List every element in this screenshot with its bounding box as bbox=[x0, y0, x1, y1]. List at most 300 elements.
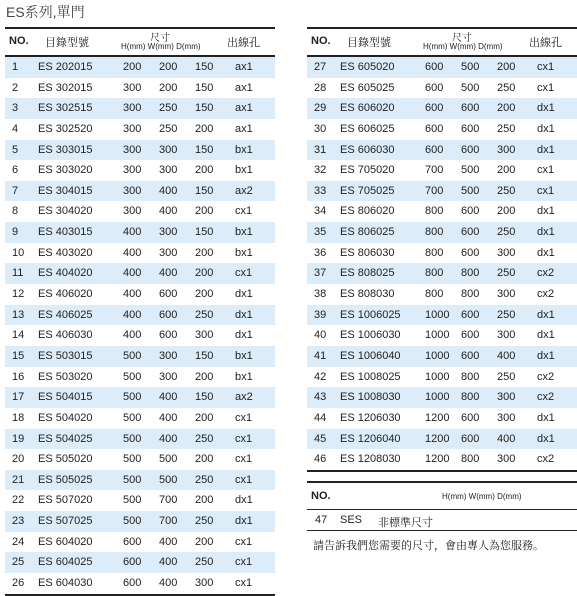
row-model: ES 507020 bbox=[38, 494, 93, 507]
row-model: ES 606020 bbox=[340, 102, 395, 115]
row-no: 25 bbox=[12, 556, 25, 569]
row-height: 600 bbox=[123, 577, 142, 590]
row-no: 12 bbox=[12, 288, 25, 301]
row-cable-hole: cx1 bbox=[235, 577, 253, 590]
row-model: ES 806030 bbox=[340, 246, 395, 259]
table-row bbox=[5, 243, 275, 264]
row-width: 600 bbox=[461, 226, 480, 239]
table-row bbox=[5, 160, 275, 181]
row-cable-hole: cx2 bbox=[537, 453, 555, 466]
row-depth: 250 bbox=[497, 226, 516, 239]
row-no: 46 bbox=[314, 453, 327, 466]
row-width: 200 bbox=[159, 81, 178, 94]
row-cable-hole: dx1 bbox=[537, 411, 555, 424]
row-depth: 200 bbox=[497, 164, 516, 177]
row-width: 500 bbox=[461, 184, 480, 197]
row-no: 8 bbox=[12, 205, 19, 218]
row-height: 500 bbox=[123, 515, 142, 528]
row-no: 9 bbox=[12, 226, 19, 239]
row-cable-hole: dx1 bbox=[537, 226, 555, 239]
row-height: 1000 bbox=[425, 329, 450, 342]
table-row bbox=[5, 284, 275, 305]
row-depth: 400 bbox=[497, 349, 516, 362]
row-cable-hole: dx1 bbox=[537, 349, 555, 362]
row-height: 500 bbox=[123, 473, 142, 486]
table-row bbox=[5, 573, 275, 594]
row-cable-hole: ax1 bbox=[235, 102, 253, 115]
row-depth: 200 bbox=[497, 61, 516, 73]
row-width: 600 bbox=[461, 411, 480, 424]
row-cable-hole: cx1 bbox=[235, 473, 253, 486]
row-height: 300 bbox=[123, 102, 142, 115]
row-no: 14 bbox=[12, 329, 25, 342]
row-cable-hole: cx1 bbox=[537, 61, 555, 73]
row-no: 17 bbox=[12, 391, 25, 404]
row-model: ES 403015 bbox=[38, 226, 93, 239]
row-width: 400 bbox=[159, 184, 178, 197]
row-cable-hole: cx2 bbox=[537, 267, 555, 280]
row-height: 600 bbox=[123, 556, 142, 569]
custom-size-box bbox=[307, 481, 577, 552]
row-height: 500 bbox=[123, 391, 142, 404]
table-row bbox=[5, 263, 275, 284]
row-width: 250 bbox=[159, 102, 178, 115]
table-row bbox=[5, 201, 275, 222]
table-row bbox=[307, 201, 577, 222]
header-size: 尺寸 bbox=[150, 33, 170, 44]
table-bottom-rule bbox=[307, 470, 577, 472]
row-no: 19 bbox=[12, 432, 25, 445]
row-cable-hole: bx1 bbox=[235, 246, 253, 259]
row-model: ES 303015 bbox=[38, 143, 93, 156]
row-depth: 300 bbox=[195, 577, 214, 590]
row-no: 24 bbox=[12, 535, 25, 548]
table-row bbox=[5, 449, 275, 470]
row-model: ES 406030 bbox=[38, 329, 93, 342]
row-model: ES 302015 bbox=[38, 81, 93, 94]
row-height: 700 bbox=[425, 164, 444, 177]
table-row bbox=[5, 429, 275, 450]
row-model: ES 406020 bbox=[38, 288, 93, 301]
table-row bbox=[307, 449, 577, 470]
row-depth: 150 bbox=[195, 349, 214, 362]
row-no: 37 bbox=[314, 267, 327, 280]
row-height: 800 bbox=[425, 226, 444, 239]
custom-header-no: NO. bbox=[311, 490, 331, 502]
right-product-table bbox=[307, 27, 577, 472]
row-height: 1200 bbox=[425, 432, 450, 445]
header-hole: 出線孔 bbox=[227, 37, 260, 49]
row-cable-hole: cx1 bbox=[537, 164, 555, 177]
table-row bbox=[5, 57, 275, 78]
row-depth: 250 bbox=[195, 432, 214, 445]
table-row bbox=[5, 511, 275, 532]
row-depth: 200 bbox=[497, 102, 516, 115]
row-no: 42 bbox=[314, 370, 327, 383]
row-cable-hole: dx1 bbox=[235, 308, 253, 321]
table-body bbox=[307, 57, 577, 470]
row-width: 400 bbox=[159, 535, 178, 548]
row-width: 600 bbox=[461, 246, 480, 259]
row-cable-hole: dx1 bbox=[235, 494, 253, 507]
row-model: ES 304015 bbox=[38, 184, 93, 197]
row-model: ES 1008030 bbox=[340, 391, 401, 404]
row-depth: 150 bbox=[195, 143, 214, 156]
row-no: 40 bbox=[314, 329, 327, 342]
row-width: 500 bbox=[159, 473, 178, 486]
row-model: ES 808030 bbox=[340, 288, 395, 301]
row-no: 27 bbox=[314, 61, 327, 73]
row-model: ES 504020 bbox=[38, 411, 93, 424]
row-no: 39 bbox=[314, 308, 327, 321]
row-height: 400 bbox=[123, 288, 142, 301]
row-cable-hole: cx2 bbox=[537, 370, 555, 383]
row-model: ES 606030 bbox=[340, 143, 395, 156]
row-width: 400 bbox=[159, 391, 178, 404]
row-width: 400 bbox=[159, 411, 178, 424]
row-height: 800 bbox=[425, 267, 444, 280]
row-width: 300 bbox=[159, 226, 178, 239]
row-cable-hole: cx1 bbox=[235, 205, 253, 218]
custom-row-model: SES bbox=[340, 514, 363, 526]
table-row bbox=[307, 181, 577, 202]
row-depth: 200 bbox=[195, 411, 214, 424]
row-width: 600 bbox=[461, 308, 480, 321]
row-no: 28 bbox=[314, 81, 327, 94]
row-width: 700 bbox=[159, 494, 178, 507]
header-model: 目錄型號 bbox=[45, 37, 89, 49]
row-height: 1200 bbox=[425, 411, 450, 424]
row-width: 400 bbox=[159, 432, 178, 445]
row-depth: 400 bbox=[497, 432, 516, 445]
row-height: 600 bbox=[425, 102, 444, 115]
left-product-table bbox=[5, 27, 275, 596]
row-height: 300 bbox=[123, 184, 142, 197]
row-cable-hole: dx1 bbox=[537, 308, 555, 321]
row-cable-hole: ax1 bbox=[235, 61, 253, 73]
row-cable-hole: bx1 bbox=[235, 226, 253, 239]
row-width: 500 bbox=[461, 164, 480, 177]
row-cable-hole: cx2 bbox=[537, 391, 555, 404]
row-depth: 250 bbox=[497, 267, 516, 280]
row-model: ES 808025 bbox=[340, 267, 395, 280]
row-model: ES 503015 bbox=[38, 349, 93, 362]
header-size-units: H(mm) W(mm) D(mm) bbox=[423, 42, 503, 51]
row-cable-hole: cx1 bbox=[235, 432, 253, 445]
row-no: 36 bbox=[314, 246, 327, 259]
row-model: ES 505020 bbox=[38, 453, 93, 466]
row-depth: 150 bbox=[195, 61, 214, 73]
row-no: 45 bbox=[314, 432, 327, 445]
row-height: 1000 bbox=[425, 349, 450, 362]
row-model: ES 1006040 bbox=[340, 349, 401, 362]
row-height: 300 bbox=[123, 143, 142, 156]
row-model: ES 504015 bbox=[38, 391, 93, 404]
row-height: 800 bbox=[425, 288, 444, 301]
row-cable-hole: dx1 bbox=[537, 122, 555, 135]
page-title: ES系列,單門 bbox=[6, 4, 85, 20]
row-cable-hole: dx1 bbox=[537, 432, 555, 445]
row-no: 38 bbox=[314, 288, 327, 301]
row-height: 500 bbox=[123, 370, 142, 383]
header-no: NO. bbox=[9, 35, 29, 47]
row-width: 600 bbox=[159, 288, 178, 301]
table-row bbox=[307, 78, 577, 99]
row-no: 13 bbox=[12, 308, 25, 321]
row-height: 400 bbox=[123, 267, 142, 280]
row-cable-hole: dx1 bbox=[537, 329, 555, 342]
row-width: 300 bbox=[159, 246, 178, 259]
table-row bbox=[307, 98, 577, 119]
row-no: 30 bbox=[314, 122, 327, 135]
row-cable-hole: dx1 bbox=[235, 288, 253, 301]
table-row bbox=[5, 119, 275, 140]
row-model: ES 605020 bbox=[340, 61, 395, 73]
table-row bbox=[5, 222, 275, 243]
row-height: 700 bbox=[425, 184, 444, 197]
table-row bbox=[5, 305, 275, 326]
row-depth: 250 bbox=[497, 184, 516, 197]
table-row bbox=[307, 119, 577, 140]
row-no: 44 bbox=[314, 411, 327, 424]
row-height: 200 bbox=[123, 61, 142, 73]
row-width: 500 bbox=[461, 81, 480, 94]
row-width: 400 bbox=[159, 205, 178, 218]
row-depth: 200 bbox=[195, 453, 214, 466]
row-cable-hole: ax1 bbox=[235, 81, 253, 94]
table-row bbox=[5, 367, 275, 388]
row-depth: 200 bbox=[195, 494, 214, 507]
row-height: 400 bbox=[123, 226, 142, 239]
row-no: 15 bbox=[12, 349, 25, 362]
row-height: 400 bbox=[123, 308, 142, 321]
row-model: ES 1208030 bbox=[340, 453, 401, 466]
table-row bbox=[307, 243, 577, 264]
row-model: ES 403020 bbox=[38, 246, 93, 259]
row-depth: 250 bbox=[497, 122, 516, 135]
row-depth: 250 bbox=[195, 308, 214, 321]
header-model: 目錄型號 bbox=[347, 37, 391, 49]
row-cable-hole: bx1 bbox=[235, 349, 253, 362]
row-no: 16 bbox=[12, 370, 25, 383]
table-row bbox=[5, 78, 275, 99]
row-width: 800 bbox=[461, 453, 480, 466]
row-height: 300 bbox=[123, 164, 142, 177]
table-row bbox=[307, 346, 577, 367]
row-height: 600 bbox=[425, 81, 444, 94]
row-depth: 200 bbox=[195, 267, 214, 280]
row-height: 500 bbox=[123, 432, 142, 445]
row-cable-hole: cx1 bbox=[537, 81, 555, 94]
table-row bbox=[5, 490, 275, 511]
row-model: ES 302515 bbox=[38, 102, 93, 115]
row-model: ES 505025 bbox=[38, 473, 93, 486]
row-depth: 300 bbox=[497, 246, 516, 259]
table-row bbox=[307, 387, 577, 408]
row-depth: 150 bbox=[195, 184, 214, 197]
row-no: 26 bbox=[12, 577, 25, 590]
table-row bbox=[307, 57, 577, 78]
row-no: 4 bbox=[12, 122, 19, 135]
row-no: 23 bbox=[12, 515, 25, 528]
row-height: 600 bbox=[425, 122, 444, 135]
row-no: 7 bbox=[12, 184, 19, 197]
row-height: 1000 bbox=[425, 391, 450, 404]
row-cable-hole: cx1 bbox=[235, 411, 253, 424]
row-model: ES 705025 bbox=[340, 184, 395, 197]
row-cable-hole: cx1 bbox=[235, 267, 253, 280]
row-width: 300 bbox=[159, 143, 178, 156]
custom-header-size-units: H(mm) W(mm) D(mm) bbox=[442, 492, 522, 501]
table-row bbox=[307, 429, 577, 450]
row-height: 300 bbox=[123, 122, 142, 135]
table-row bbox=[5, 181, 275, 202]
row-depth: 250 bbox=[497, 81, 516, 94]
row-depth: 200 bbox=[195, 205, 214, 218]
row-cable-hole: cx1 bbox=[537, 184, 555, 197]
row-height: 800 bbox=[425, 246, 444, 259]
row-no: 33 bbox=[314, 184, 327, 197]
row-model: ES 503020 bbox=[38, 370, 93, 383]
row-depth: 150 bbox=[195, 391, 214, 404]
row-height: 300 bbox=[123, 205, 142, 218]
row-cable-hole: dx1 bbox=[235, 329, 253, 342]
row-no: 41 bbox=[314, 349, 327, 362]
row-model: ES 605025 bbox=[340, 81, 395, 94]
table-row bbox=[307, 408, 577, 429]
row-no: 35 bbox=[314, 226, 327, 239]
row-width: 300 bbox=[159, 370, 178, 383]
table-row bbox=[5, 98, 275, 119]
row-cable-hole: ax1 bbox=[235, 122, 253, 135]
row-width: 800 bbox=[461, 267, 480, 280]
row-width: 300 bbox=[159, 349, 178, 362]
row-depth: 150 bbox=[195, 226, 214, 239]
row-depth: 300 bbox=[497, 453, 516, 466]
row-height: 400 bbox=[123, 329, 142, 342]
header-size-units: H(mm) W(mm) D(mm) bbox=[121, 42, 201, 51]
row-model: ES 1206040 bbox=[340, 432, 401, 445]
row-no: 10 bbox=[12, 246, 25, 259]
row-model: ES 504025 bbox=[38, 432, 93, 445]
row-model: ES 202015 bbox=[38, 61, 93, 73]
row-no: 29 bbox=[314, 102, 327, 115]
row-no: 32 bbox=[314, 164, 327, 177]
table-row bbox=[5, 532, 275, 553]
row-model: ES 806025 bbox=[340, 226, 395, 239]
row-model: ES 604030 bbox=[38, 577, 93, 590]
row-no: 43 bbox=[314, 391, 327, 404]
row-no: 11 bbox=[12, 267, 24, 280]
row-height: 500 bbox=[123, 453, 142, 466]
row-width: 700 bbox=[159, 515, 178, 528]
row-cable-hole: dx1 bbox=[537, 205, 555, 218]
row-depth: 200 bbox=[195, 535, 214, 548]
table-row bbox=[307, 263, 577, 284]
row-width: 800 bbox=[461, 288, 480, 301]
custom-row bbox=[307, 510, 577, 531]
table-bottom-rule bbox=[5, 594, 275, 596]
row-no: 6 bbox=[12, 164, 19, 177]
row-no: 22 bbox=[12, 494, 25, 507]
row-width: 600 bbox=[461, 349, 480, 362]
row-cable-hole: cx1 bbox=[235, 453, 253, 466]
row-depth: 250 bbox=[195, 556, 214, 569]
table-header bbox=[5, 27, 275, 57]
row-depth: 200 bbox=[195, 164, 214, 177]
row-model: ES 507025 bbox=[38, 515, 93, 528]
custom-note: 請告訴我們您需要的尺寸，會由專人為您服務。 bbox=[313, 540, 544, 552]
table-row bbox=[307, 140, 577, 161]
row-model: ES 1008025 bbox=[340, 370, 401, 383]
row-model: ES 705020 bbox=[340, 164, 395, 177]
table-row bbox=[307, 222, 577, 243]
table-row bbox=[307, 367, 577, 388]
row-width: 800 bbox=[461, 370, 480, 383]
row-depth: 300 bbox=[497, 143, 516, 156]
row-model: ES 406025 bbox=[38, 308, 93, 321]
row-depth: 200 bbox=[195, 288, 214, 301]
row-no: 21 bbox=[12, 473, 25, 486]
row-no: 3 bbox=[12, 102, 19, 115]
row-width: 600 bbox=[461, 122, 480, 135]
row-cable-hole: ax2 bbox=[235, 184, 253, 197]
row-height: 1200 bbox=[425, 453, 450, 466]
row-height: 1000 bbox=[425, 370, 450, 383]
custom-row-no: 47 bbox=[315, 514, 328, 526]
table-row bbox=[5, 387, 275, 408]
row-height: 300 bbox=[123, 81, 142, 94]
row-height: 600 bbox=[425, 143, 444, 156]
row-depth: 300 bbox=[497, 288, 516, 301]
table-row bbox=[5, 470, 275, 491]
row-width: 250 bbox=[159, 122, 178, 135]
table-row bbox=[307, 160, 577, 181]
row-depth: 200 bbox=[195, 246, 214, 259]
row-model: ES 1206030 bbox=[340, 411, 401, 424]
custom-row-desc: 非標準尺寸 bbox=[378, 517, 433, 529]
custom-header bbox=[307, 481, 577, 510]
row-cable-hole: dx1 bbox=[537, 246, 555, 259]
row-height: 500 bbox=[123, 494, 142, 507]
row-model: ES 1006025 bbox=[340, 308, 401, 321]
row-no: 34 bbox=[314, 205, 327, 218]
row-cable-hole: dx1 bbox=[235, 515, 253, 528]
row-width: 600 bbox=[461, 102, 480, 115]
row-width: 400 bbox=[159, 267, 178, 280]
table-header bbox=[307, 27, 577, 57]
row-width: 600 bbox=[159, 329, 178, 342]
table-row bbox=[307, 305, 577, 326]
table-row bbox=[5, 325, 275, 346]
row-width: 300 bbox=[159, 164, 178, 177]
row-cable-hole: ax2 bbox=[235, 391, 253, 404]
row-width: 500 bbox=[461, 61, 480, 73]
row-height: 500 bbox=[123, 349, 142, 362]
row-depth: 200 bbox=[195, 122, 214, 135]
row-model: ES 806020 bbox=[340, 205, 395, 218]
row-depth: 150 bbox=[195, 81, 214, 94]
row-no: 18 bbox=[12, 411, 25, 424]
row-depth: 200 bbox=[195, 370, 214, 383]
table-body bbox=[5, 57, 275, 594]
row-depth: 300 bbox=[497, 329, 516, 342]
row-cable-hole: bx1 bbox=[235, 164, 253, 177]
row-height: 500 bbox=[123, 411, 142, 424]
row-height: 400 bbox=[123, 246, 142, 259]
row-model: ES 606025 bbox=[340, 122, 395, 135]
row-no: 5 bbox=[12, 143, 19, 156]
